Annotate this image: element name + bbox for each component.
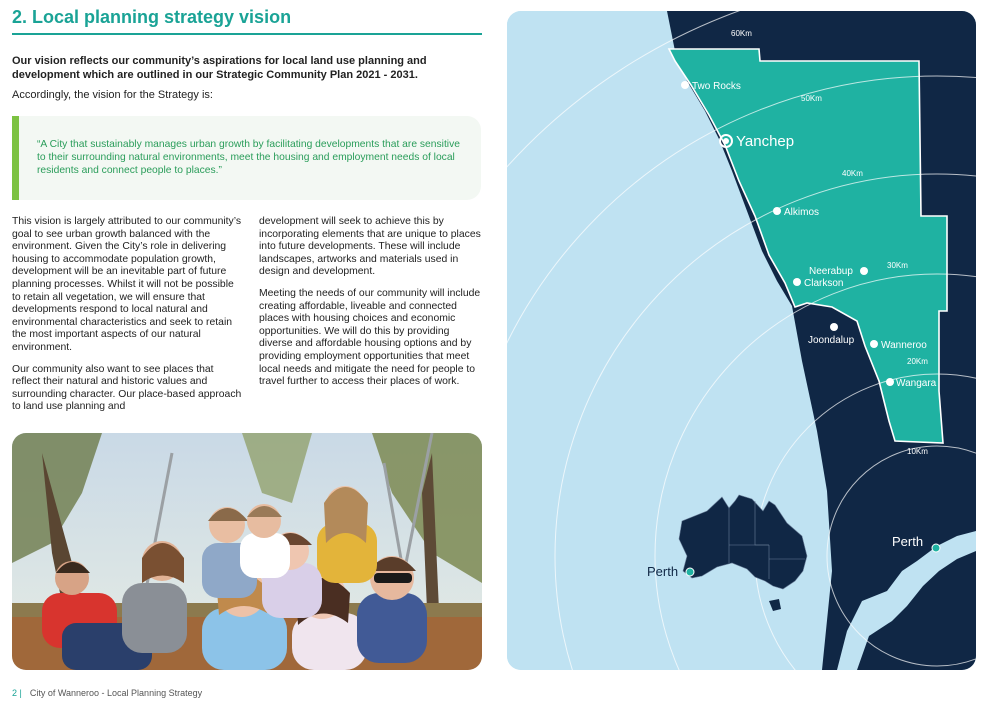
label-wangara: Wangara xyxy=(896,378,937,389)
label-yanchep: Yanchep xyxy=(736,133,795,150)
label-perth: Perth xyxy=(892,534,924,549)
ring-label-10km: 10Km xyxy=(907,447,928,456)
ring-label-40km: 40Km xyxy=(842,169,863,178)
vision-quote-box xyxy=(12,116,481,200)
body-paragraph: development will seek to achieve this by incorporating elements that are unique to places into future developments. These will include landscapes, artworks and materials used in design and development. xyxy=(259,216,481,278)
footer-title: City of Wanneroo - Local Planning Strategy xyxy=(29,688,203,698)
marker-neerabup xyxy=(860,267,868,275)
body-column-right xyxy=(259,216,481,398)
ring-label-50km: 50Km xyxy=(801,94,822,103)
page-number: 2 | xyxy=(12,688,22,698)
label-neerabup: Neerabup xyxy=(809,266,853,277)
marker-joondalup xyxy=(830,323,838,331)
label-joondalup: Joondalup xyxy=(808,335,855,346)
quote-accent-bar xyxy=(12,116,19,200)
marker-wanneroo xyxy=(870,340,878,348)
marker-alkimos xyxy=(773,207,781,215)
body-paragraph: Our community also want to see places that reflect their natural and historic values and surrounding character. Our place-based approach to land use planning and xyxy=(12,363,242,413)
page-footer xyxy=(12,688,202,698)
page-title: 2. Local planning strategy vision xyxy=(12,7,482,35)
location-map xyxy=(507,11,976,670)
body-column-left xyxy=(12,216,244,423)
label-two-rocks: Two Rocks xyxy=(692,81,741,92)
label-clarkson: Clarkson xyxy=(804,278,844,289)
marker-perth xyxy=(932,544,940,552)
marker-two-rocks xyxy=(681,81,689,89)
label-wanneroo: Wanneroo xyxy=(881,340,927,351)
children-swing-photo xyxy=(12,433,482,670)
body-paragraph: Meeting the needs of our community will include creating affordable, liveable and connected places with housing choices and economic opportunities. We will do this by providing diverse and affordable housing options and by providing employment opportunities that meet local needs and mitigate the need for people to travel further to access their places of work. xyxy=(259,287,481,388)
intro-bold-text: Our vision reflects our community’s aspirations for local land use planning and development which are outlined in our Strategic Community Plan 2021 - 2031. xyxy=(12,55,427,81)
body-paragraph: This vision is largely attributed to our community’s goal to see urban growth balanced with the environment. Given the City’s role in delivering housing to accommodate population growth, development will be an inevitable part of future planning processes. Whilst it will not be possible to retain all vegetation, we will ensure that developments respond to local natural and environmental characteristics and seek to retain the most important aspects of our natural environment. xyxy=(12,216,242,353)
label-perth-inset: Perth xyxy=(647,564,679,579)
vision-quote: “A City that sustainably manages urban growth by facilitating developments that are sensitive to their surrounding natural environments, meet the housing and employment needs of local residents and connect people to places.” xyxy=(37,139,460,176)
ring-label-60km: 60Km xyxy=(731,29,752,38)
intro-text: Accordingly, the vision for the Strategy is: xyxy=(12,89,213,101)
marker-clarkson xyxy=(793,278,801,286)
ring-label-20km: 20Km xyxy=(907,357,928,366)
marker-yanchep xyxy=(723,138,729,144)
ring-label-30km: 30Km xyxy=(887,261,908,270)
marker-wangara xyxy=(886,378,894,386)
marker-perth-inset xyxy=(686,568,694,576)
label-alkimos: Alkimos xyxy=(784,207,820,218)
